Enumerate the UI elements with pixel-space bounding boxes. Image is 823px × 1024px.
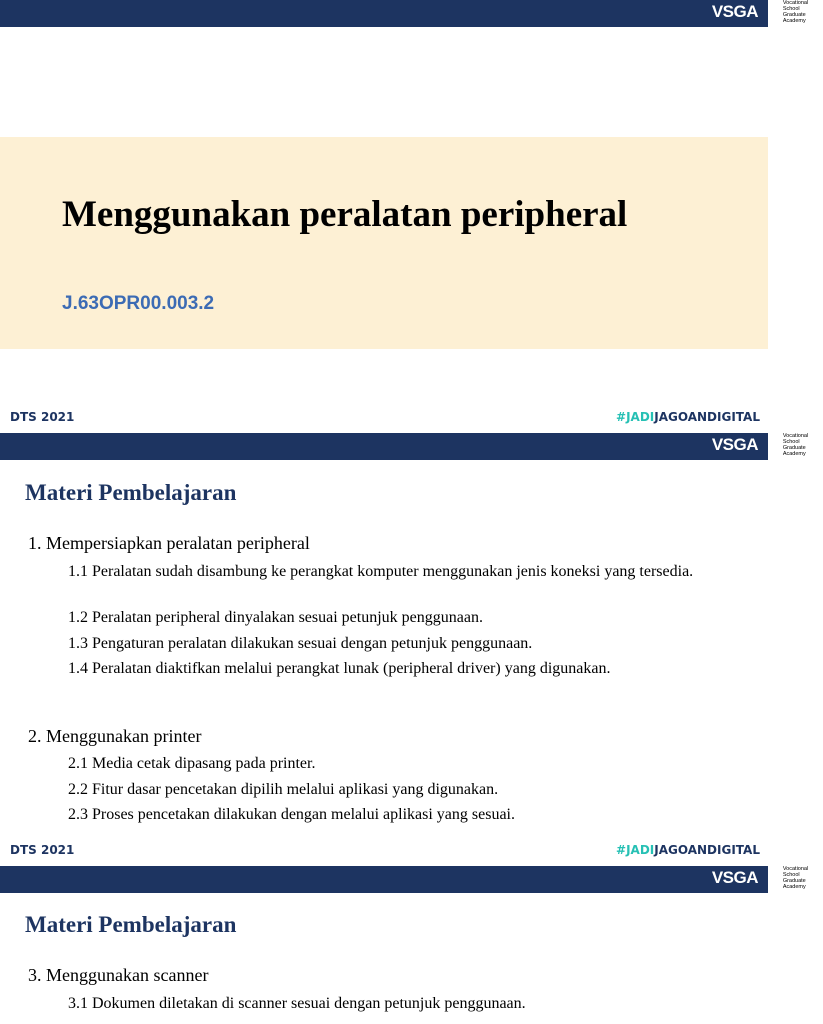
section-heading: Materi Pembelajaran: [25, 480, 237, 505]
list-item: 1. Mempersiapkan peralatan peripheral: [28, 533, 310, 553]
list-item: 2. Menggunakan printer: [28, 726, 202, 746]
list-item: 3. Menggunakan scanner: [28, 965, 209, 985]
title-band: [0, 137, 768, 349]
header-bar: [0, 433, 809, 460]
sub-item: 2.2 Fitur dasar pencetakan dipilih melalui aplikasi yang digunakan.: [68, 781, 499, 798]
vsga-logo: VSGA Vocational School Graduate Academy: [711, 433, 809, 457]
vsga-logo: VSGA Vocational School Graduate Academy: [711, 0, 809, 24]
slide-title: Menggunakan peralatan peripheral: [62, 194, 628, 235]
sub-item: 1.1 Peralatan sudah disambung ke perangkat komputer menggunakan jenis koneksi yang tersedia.: [68, 563, 694, 580]
vsga-logo: VSGA Vocational School Graduate Academy: [711, 866, 809, 890]
header-bar: [0, 0, 809, 27]
footer-hashtag: #JADIJAGOANDIGITAL: [616, 843, 760, 857]
section-heading: Materi Pembelajaran: [25, 912, 237, 937]
sub-item: 1.3 Pengaturan peralatan dilakukan sesuai dengan petunjuk penggunaan.: [68, 635, 533, 652]
sub-item: 3.1 Dokumen diletakan di scanner sesuai dengan petunjuk penggunaan.: [68, 995, 526, 1012]
footer-dts: DTS 2021: [10, 843, 75, 857]
footer-dts: DTS 2021: [10, 410, 75, 424]
footer-hashtag: #JADIJAGOANDIGITAL: [616, 410, 760, 424]
sub-item: 1.2 Peralatan peripheral dinyalakan sesuai petunjuk penggunaan.: [68, 609, 483, 626]
sub-item: 1.4 Peralatan diaktifkan melalui perangkat lunak (peripheral driver) yang digunakan.: [68, 660, 611, 677]
sub-item: 2.3 Proses pencetakan dilakukan dengan melalui aplikasi yang sesuai.: [68, 806, 515, 823]
sub-item: 2.1 Media cetak dipasang pada printer.: [68, 755, 316, 772]
unit-code: J.63OPR00.003.2: [62, 293, 215, 314]
header-bar: [0, 866, 809, 893]
